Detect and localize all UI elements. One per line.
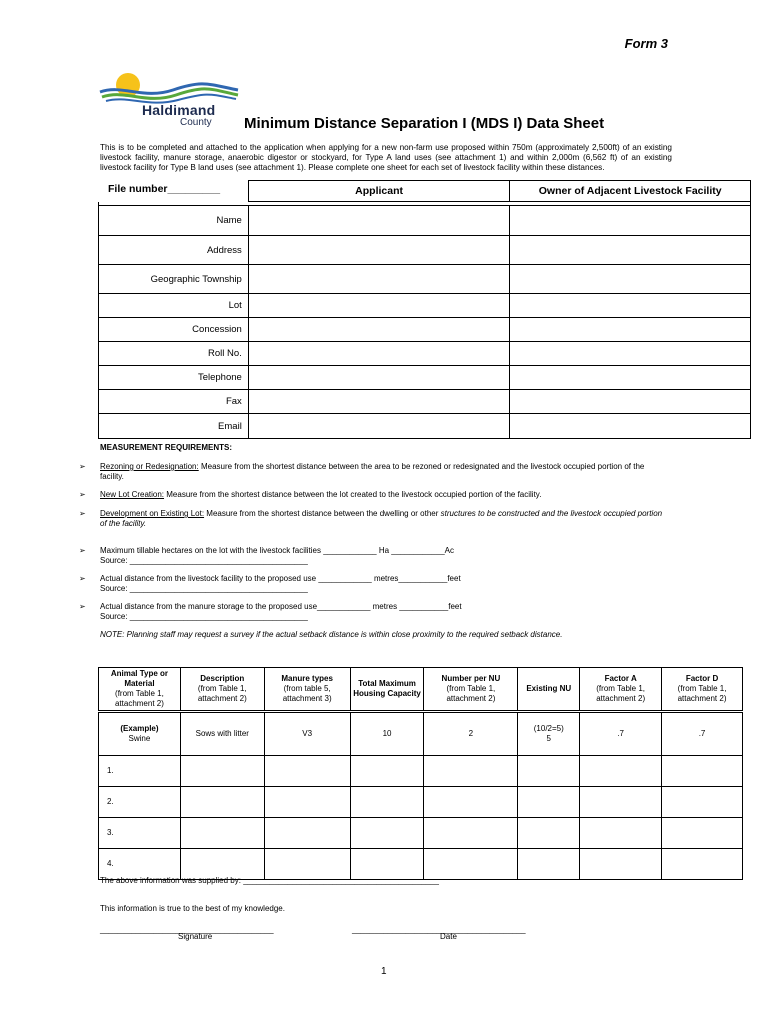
entry-cell[interactable] xyxy=(662,756,743,787)
row-number: 1. xyxy=(99,756,181,787)
bullet-icon: ➢ xyxy=(79,462,86,471)
header-existing-nu: Existing NU xyxy=(518,668,580,712)
entry-cell[interactable] xyxy=(264,849,350,880)
tillable-item xyxy=(100,546,670,566)
applicant-township-cell[interactable] xyxy=(248,265,510,294)
row-number: 2. xyxy=(99,787,181,818)
table-row xyxy=(99,787,743,818)
table-row xyxy=(99,756,743,787)
applicant-lot-cell[interactable] xyxy=(248,294,510,318)
row-label-name: Name xyxy=(99,206,249,236)
owner-name-cell[interactable] xyxy=(510,206,751,236)
row-label-address: Address xyxy=(99,236,249,265)
logo-subname: County xyxy=(180,117,212,128)
entry-cell[interactable] xyxy=(518,818,580,849)
row-label-email: Email xyxy=(99,414,249,439)
source-line[interactable]: Source: ________________________________________ xyxy=(100,612,308,621)
entry-cell[interactable] xyxy=(350,849,424,880)
row-label-roll: Roll No. xyxy=(99,342,249,366)
example-number-cell: 2 xyxy=(424,712,518,756)
table-row xyxy=(99,390,751,414)
owner-concession-cell[interactable] xyxy=(510,318,751,342)
entry-cell[interactable] xyxy=(580,756,662,787)
file-number-field[interactable]: File number_________ xyxy=(108,183,221,195)
owner-township-cell[interactable] xyxy=(510,265,751,294)
rezoning-item xyxy=(100,462,670,482)
column-applicant: Applicant xyxy=(248,181,510,202)
header-manure-types: Manure types (from table 5, attachment 3) xyxy=(264,668,350,712)
development-label: Development on Existing Lot: xyxy=(100,509,205,518)
entry-cell[interactable] xyxy=(424,756,518,787)
intro-paragraph: This is to be completed and attached to the application when applying for a new non-farm use proposed within 750m (approximately 2,500ft) of an existing livestock facility, manure storage, anaerobic digestor or stockyard, for Type A land uses (see attachment 1) and within 2,000m (6,562 ft) of an existing livestock facility for Type B land uses (see attachment 1). Please complete one sheet for each set of livestock facility within these distances. xyxy=(100,143,672,173)
entry-cell[interactable] xyxy=(180,849,264,880)
owner-telephone-cell[interactable] xyxy=(510,366,751,390)
table-row xyxy=(99,206,751,236)
entry-cell[interactable] xyxy=(580,787,662,818)
facility-distance-item xyxy=(100,574,670,594)
form-label: Form 3 xyxy=(624,36,668,51)
new-lot-text: Measure from the shortest distance between the lot created to the livestock occupied portion of the facility. xyxy=(164,490,542,499)
page-number: 1 xyxy=(381,966,387,977)
header-factor-a: Factor A (from Table 1, attachment 2) xyxy=(580,668,662,712)
signature-label: Signature xyxy=(178,932,213,941)
bullet-icon: ➢ xyxy=(79,509,86,518)
entry-cell[interactable] xyxy=(662,849,743,880)
info-table-corner xyxy=(99,181,249,202)
table-row xyxy=(99,366,751,390)
bullet-icon: ➢ xyxy=(79,574,86,583)
applicant-fax-cell[interactable] xyxy=(248,390,510,414)
date-label: Date xyxy=(440,932,457,941)
table-row xyxy=(99,318,751,342)
header-description: Description (from Table 1, attachment 2) xyxy=(180,668,264,712)
measurement-heading: MEASUREMENT REQUIREMENTS: xyxy=(100,443,233,452)
row-label-fax: Fax xyxy=(99,390,249,414)
table-row xyxy=(99,342,751,366)
entry-cell[interactable] xyxy=(424,787,518,818)
row-label-lot: Lot xyxy=(99,294,249,318)
signature-line[interactable]: _______________________________________ xyxy=(100,925,274,934)
contact-info-table xyxy=(98,180,751,439)
development-item xyxy=(100,509,670,529)
header-factor-d: Factor D (from Table 1, attachment 2) xyxy=(662,668,743,712)
applicant-telephone-cell[interactable] xyxy=(248,366,510,390)
applicant-roll-cell[interactable] xyxy=(248,342,510,366)
table-row xyxy=(99,414,751,439)
source-line[interactable]: Source: ________________________________________ xyxy=(100,556,308,565)
new-lot-label: New Lot Creation: xyxy=(100,490,165,499)
page-title: Minimum Distance Separation I (MDS I) Data Sheet xyxy=(244,115,605,132)
example-animal-cell: (Example) Swine xyxy=(99,712,181,756)
entry-cell[interactable] xyxy=(424,818,518,849)
bullet-icon: ➢ xyxy=(79,546,86,555)
header-animal-type: Animal Type or Material (from Table 1, attachment 2) xyxy=(99,668,181,712)
new-lot-item xyxy=(100,490,670,500)
row-label-township: Geographic Township xyxy=(99,265,249,294)
table-row xyxy=(99,849,743,880)
table-row xyxy=(99,294,751,318)
row-label-telephone: Telephone xyxy=(99,366,249,390)
development-text-italic: structures to be constructed and the livestock occupied portion of the facility. xyxy=(100,509,663,528)
entry-cell[interactable] xyxy=(662,818,743,849)
header-capacity: Total Maximum Housing Capacity xyxy=(350,668,424,712)
table-row xyxy=(99,265,751,294)
example-row xyxy=(99,712,743,756)
entry-cell[interactable] xyxy=(350,818,424,849)
applicant-email-cell[interactable] xyxy=(248,414,510,439)
manure-distance-item xyxy=(100,602,670,622)
entry-cell[interactable] xyxy=(350,756,424,787)
entry-cell[interactable] xyxy=(518,787,580,818)
applicant-concession-cell[interactable] xyxy=(248,318,510,342)
example-capacity-cell: 10 xyxy=(350,712,424,756)
example-description-cell: Sows with litter xyxy=(180,712,264,756)
entry-cell[interactable] xyxy=(350,787,424,818)
entry-cell[interactable] xyxy=(180,818,264,849)
bullet-icon: ➢ xyxy=(79,490,86,499)
row-number: 4. xyxy=(99,849,181,880)
facility-distance-line[interactable]: Actual distance from the livestock facility to the proposed use ____________ metres___________feet xyxy=(100,574,461,583)
tillable-line[interactable]: Maximum tillable hectares on the lot with the livestock facilities ____________ Ha ____________Ac xyxy=(100,546,454,555)
entry-cell[interactable] xyxy=(662,787,743,818)
owner-roll-cell[interactable] xyxy=(510,342,751,366)
applicant-name-cell[interactable] xyxy=(248,206,510,236)
bullet-icon: ➢ xyxy=(79,602,86,611)
owner-email-cell[interactable] xyxy=(510,414,751,439)
livestock-calculation-table xyxy=(98,667,743,880)
example-factor-d-cell: .7 xyxy=(662,712,743,756)
development-text: Measure from the shortest distance between the dwelling or other xyxy=(204,509,441,518)
source-line[interactable]: Source: ________________________________________ xyxy=(100,584,308,593)
example-factor-a-cell: .7 xyxy=(580,712,662,756)
truth-statement: This information is true to the best of my knowledge. xyxy=(100,904,285,913)
owner-fax-cell[interactable] xyxy=(510,390,751,414)
table-row xyxy=(99,818,743,849)
entry-cell[interactable] xyxy=(264,756,350,787)
haldimand-county-logo-icon xyxy=(98,70,243,130)
date-line[interactable]: _______________________________________ xyxy=(352,925,526,934)
row-label-concession: Concession xyxy=(99,318,249,342)
example-manure-cell: V3 xyxy=(264,712,350,756)
entry-cell[interactable] xyxy=(580,818,662,849)
survey-note: NOTE: Planning staff may request a survey if the actual setback distance is within close proximity to the required setback distance. xyxy=(100,630,563,639)
owner-address-cell[interactable] xyxy=(510,236,751,265)
entry-cell[interactable] xyxy=(580,849,662,880)
table-row xyxy=(99,236,751,265)
column-owner: Owner of Adjacent Livestock Facility xyxy=(510,181,751,202)
entry-cell[interactable] xyxy=(264,787,350,818)
manure-distance-line[interactable]: Actual distance from the manure storage to the proposed use____________ metres ___________feet xyxy=(100,602,462,611)
owner-lot-cell[interactable] xyxy=(510,294,751,318)
example-existing-nu-cell: (10/2=5) 5 xyxy=(518,712,580,756)
rezoning-label: Rezoning or Redesignation: xyxy=(100,462,199,471)
entry-cell[interactable] xyxy=(264,818,350,849)
entry-cell[interactable] xyxy=(424,849,518,880)
applicant-address-cell[interactable] xyxy=(248,236,510,265)
rezoning-text: Measure from the shortest distance between the area to be rezoned or redesignated and the livestock occupied portion of the facility. xyxy=(100,462,645,481)
entry-cell[interactable] xyxy=(518,756,580,787)
header-number-per-nu: Number per NU (from Table 1, attachment 2) xyxy=(424,668,518,712)
logo-name: Haldimand xyxy=(142,102,216,118)
entry-cell[interactable] xyxy=(180,787,264,818)
entry-cell[interactable] xyxy=(180,756,264,787)
entry-cell[interactable] xyxy=(518,849,580,880)
row-number: 3. xyxy=(99,818,181,849)
supplied-by-line[interactable]: The above information was supplied by: ____________________________________________ xyxy=(100,876,439,885)
